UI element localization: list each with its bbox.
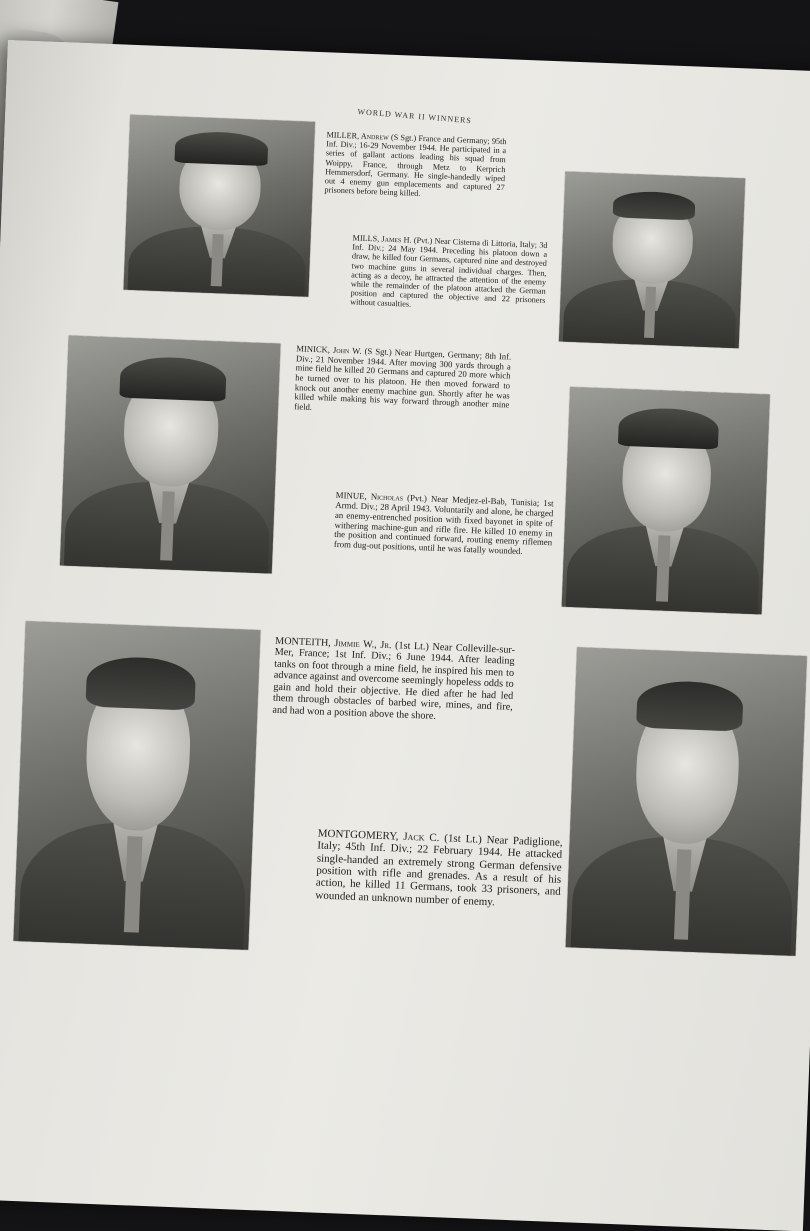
entry-name: MILLS, James H. (352, 233, 412, 245)
entry-mills (350, 233, 548, 314)
entry-name: MONTEITH, Jimmie W., Jr. (274, 635, 392, 652)
entry-details: (Pvt.) Near Cisterna di Littoria, Italy; 3d Inf. Div.; 24 May 1944. Preceding his platoon down a draw, he killed four Germans, captured nine and destroyed two machine guns in several individual charges. Then, acting as a decoy, he attracted the attention of the enemy while the remainder of the platoon attacked the German position and captured the objective and 22 prisoners without casualties. (350, 235, 548, 309)
entry-details: (S Sgt.) Near Hurtgen, Germany; 8th Inf. Div.; 21 November 1944. After moving 300 yards through a mine field he killed 20 Germans and captured 20 more which he turned over to his platoon. He then moved forward to knock out another enemy machine gun. Shortly after he was killed while making his way forward through another mine field. (293, 345, 512, 412)
entry-details: (1st Lt.) Near Colleville-sur-Mer, France; 1st Inf. Div.; 6 June 1944. After leading tanks on foot through a mine field, he inspired his men to advance against and overcome seemingly hopeless odds to gain and hold their objective. He died after he had led them through obstacles of barbed wire, mines, and fire, and had won a position above the shore. (272, 640, 516, 722)
portrait-monteith (13, 621, 260, 950)
entry-details: (1st Lt.) Near Padiglione, Italy; 45th Inf. Div.; 22 February 1944. He attacked single-handed an extremely strong German defensive position with rifle and grenades. As a result of his action, he killed 11 Germans, took 33 prisoners, and wounded an unknown number of enemy. (315, 832, 563, 908)
entry-monteith (272, 636, 515, 725)
entry-miller (324, 130, 506, 201)
book-page (0, 40, 810, 1231)
entry-name: MONTGOMERY, Jack C. (317, 827, 440, 845)
entry-details: (Pvt.) Near Medjez-el-Bab, Tunisia; 1st Armd. Div.; 28 April 1943. Voluntarily and alone, he charged an enemy-entrenched position with fixed bayonet in spite of withering machine-gun and rifle fire. He killed 10 enemy in the position and continued forward, routing enemy riflemen from dug-out positions, until he was fatally wounded. (333, 492, 554, 557)
portrait-minick (60, 336, 281, 574)
entry-minick (294, 344, 511, 420)
entry-minue (334, 491, 554, 558)
entry-details: (S Sgt.) France and Germany; 95th Inf. Div.; 16-29 November 1944. He participated in a series of gallant actions leading his squad from Woippy, France, through Metz to Kerprich Hemmersdorf, Germany. He single-handedly wiped out 4 enemy gun emplacements and captured 27 prisoners before being killed. (324, 132, 507, 199)
portrait-montgomery (566, 647, 807, 956)
portrait-miller (124, 115, 316, 297)
entry-montgomery (315, 827, 563, 910)
portrait-mills (559, 171, 745, 348)
running-head: WORLD WAR II WINNERS (357, 107, 473, 126)
entry-name: MINICK, John W. (296, 343, 362, 356)
entry-name: MINUE, Nicholas (335, 489, 404, 503)
portrait-minue (562, 387, 770, 615)
entry-name: MILLER, Andrew (326, 130, 389, 142)
